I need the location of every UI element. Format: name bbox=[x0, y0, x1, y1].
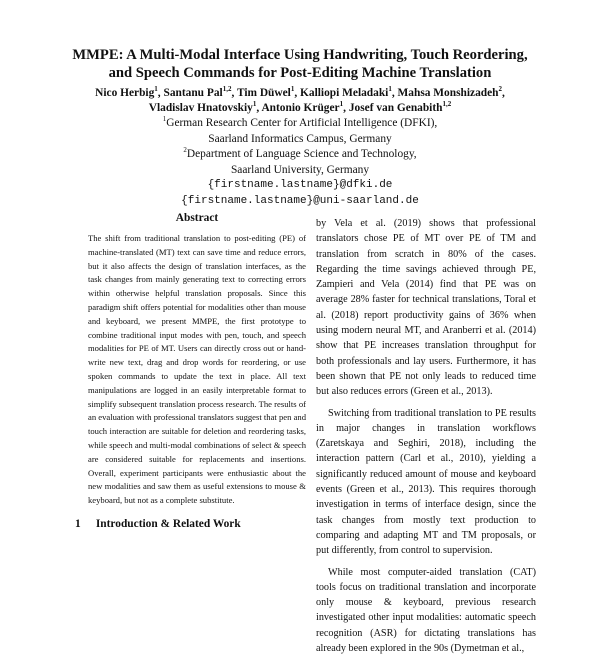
affiliation-1-line-2: Saarland Informatics Campus, Germany bbox=[208, 132, 392, 145]
author-sup: 1 bbox=[290, 85, 295, 94]
title-line-2: and Speech Commands for Post-Editing Machine Translation bbox=[108, 65, 492, 81]
email-dfki: {firstname.lastname}@dfki.de bbox=[207, 179, 393, 191]
affiliations bbox=[40, 116, 560, 209]
affiliation-1-line-1: German Research Center for Artificial Intelligence (DFKI), bbox=[166, 117, 438, 129]
author-name: Vladislav Hnatovskiy bbox=[148, 102, 253, 114]
affiliation-2 bbox=[40, 147, 560, 163]
body-paragraph-2: Switching from traditional translation to PE results in major changes in translation workflows (Zaretskaya and Seghiri, 2018), including the interaction pattern (Carl et al., 2010), yielding a significantly reduced amount of mouse and keyboard events (Green et al., 2013). This requires thorough investigation in terms of interface design, since the task changes from mostly text production to comparing and adapting MT and TM proposals, or put differently, from control to supervision. bbox=[316, 407, 536, 557]
affiliation-sup: 2 bbox=[183, 146, 187, 155]
paper-title bbox=[40, 46, 560, 82]
author-name: Antonio Krüger bbox=[261, 102, 340, 114]
author-name: Tim Düwel bbox=[236, 87, 291, 99]
author-line-2: Vladislav Hnatovskiy$^1$, Antonio Krüger$^1$, Josef van Genabith$^{1,2}$ bbox=[148, 100, 452, 114]
title-line-1: MMPE: A Multi-Modal Interface Using Handwriting, Touch Reordering, bbox=[72, 47, 528, 63]
right-column bbox=[316, 216, 536, 662]
author-sup: 1 bbox=[154, 85, 158, 94]
body-paragraph-3: While most computer-aided translation (CAT) tools focus on traditional translation and incorporate only mouse & keyboard, previous research investigated other input modalities: automatic speech recognition (ASR) for dictating translations has already been explored in the 90s (Dymetman et al., bbox=[316, 566, 536, 655]
email-uni-saarland: {firstname.lastname}@uni-saarland.de bbox=[181, 194, 419, 207]
author-name: Kalliopi Meladaki bbox=[300, 87, 389, 99]
abstract-text: The shift from traditional translation to post-editing (PE) of machine-translated (MT) text can save time and reduce errors, but it also affects the design of translation interfaces, as the task changes from mainly generating text to correcting errors within otherwise helpful translation proposals. Since this paradigm shift offers potential for modalities other than mouse and keyboard, we present MMPE, the first prototype to combine traditional input modes with pen, touch, and speech modalities for PE of MT. Users can directly cross out or hand-write new text, drag and drop words for reordering, or use spoken commands to update the text in place. All text manipulations are logged in an easily interpretable format to simplify subsequent translation process research. The results of an evaluation with professional translators suggest that pen and touch interaction are suitable for deletion and reordering tasks, while speech and multi-modal combinations of select & speech are considered suitable for replacements and insertions. Overall, experiment participants were enthusiastic about the new modalities and saw them as useful extensions to mouse & keyboard, but not as a complete substitute. bbox=[88, 233, 306, 506]
section-number: 1 bbox=[75, 517, 81, 530]
author-name: Nico Herbig bbox=[95, 87, 155, 99]
author-sup: 1,2 bbox=[442, 100, 452, 109]
body-paragraph-1: by Vela et al. (2019) shows that professional translators chose PE of MT over PE of TM and translation from scratch in 80% of the cases. Regarding the time savings achieved through PE, Zampieri and Vela (2014) find that PE was on average 28% faster for technical translations, Toral et al. (2018) report productivity gains of 36% when using modern neural MT, and Aranberri et al. (2014) show that PE increases translation throughput for both professionals and lay users. Furthermore, it has been shown that PE not only leads to reduced time but also reduces errors (Green et al., 2013). bbox=[316, 218, 536, 398]
author-list bbox=[40, 86, 560, 116]
author-name: Josef van Genabith bbox=[348, 102, 443, 114]
author-sup: 1 bbox=[252, 100, 257, 109]
affiliation-2-line-2: Saarland University, Germany bbox=[230, 163, 370, 176]
abstract-heading: Abstract bbox=[175, 212, 219, 224]
section-title: Introduction & Related Work bbox=[95, 517, 241, 530]
author-sup: 1,2 bbox=[222, 85, 232, 94]
author-name: Mahsa Monshizadeh bbox=[397, 87, 499, 99]
left-column bbox=[75, 212, 306, 530]
author-sup: 1 bbox=[339, 100, 344, 109]
affiliation-2-line-1: Department of Language Science and Technology, bbox=[186, 148, 417, 160]
author-sup: 1 bbox=[388, 85, 392, 94]
author-sup: 2 bbox=[498, 85, 502, 94]
section-heading bbox=[75, 518, 306, 530]
affiliation-1 bbox=[40, 116, 560, 132]
author-name: Santanu Pal bbox=[163, 87, 223, 99]
author-line-1: Nico Herbig$^1$, Santanu Pal$^{1,2}$, Tim Düwel$^1$, Kalliopi Meladaki$^1$, Mahsa Monshizadeh$^2$, bbox=[95, 85, 505, 99]
affiliation-sup: 1 bbox=[162, 115, 167, 124]
